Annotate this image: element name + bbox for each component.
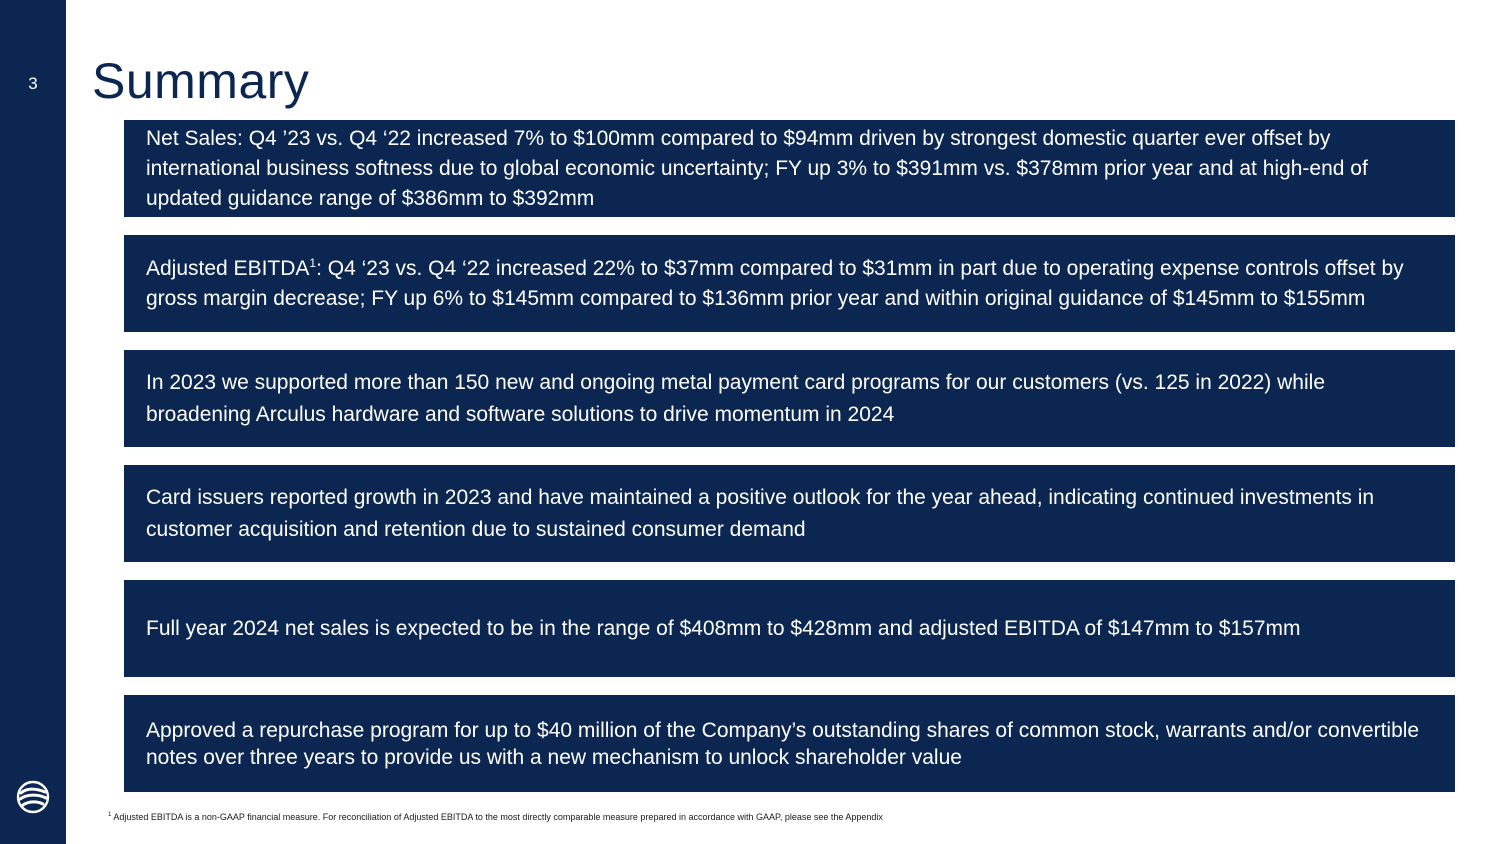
footnote-marker: 1 (108, 812, 112, 818)
footnote-marker: 1 (309, 255, 317, 270)
summary-text (146, 254, 1429, 314)
summary-text: Approved a repurchase program for up to $40 million of the Company’s outstanding shares of common stock, warrants and/or convertible notes over three years to provide us with a new mechanism to unlock shareholder value (146, 718, 1420, 769)
summary-box-adjusted-ebitda (124, 235, 1455, 332)
company-logo-icon (16, 780, 50, 814)
summary-box-card-programs (124, 350, 1455, 447)
footnote-text: Adjusted EBITDA is a non-GAAP financial measure. For reconciliation of Adjusted EBITDA to the most directly comparable measure prepared in accordance with GAAP, please see the Appendix (111, 812, 883, 822)
footnote (108, 812, 883, 822)
sidebar (0, 0, 66, 844)
summary-text: Net Sales: Q4 ’23 vs. Q4 ‘22 increased 7% to $100mm compared to $94mm driven by strongest domestic quarter ever offset by international business softness due to global economic uncertainty; FY up 3% to $391mm vs. $378mm prior year and at high-end of updated guidance range of $386mm to $392mm (146, 126, 1368, 210)
summary-text: Full year 2024 net sales is expected to be in the range of $408mm to $428mm and adjusted EBITDA of $147mm to $157mm (146, 617, 1301, 640)
page-number: 3 (28, 74, 38, 93)
summary-text: In 2023 we supported more than 150 new and ongoing metal payment card programs for our customers (vs. 125 in 2022) while broadening Arculus hardware and software solutions to drive momentum in 2024 (146, 370, 1325, 426)
page-title: Summary (92, 53, 310, 109)
summary-box-guidance-2024 (124, 580, 1455, 677)
summary-text: Card issuers reported growth in 2023 and have maintained a positive outlook for the year ahead, indicating continued investments in customer acquisition and retention due to sustained consumer demand (146, 485, 1375, 541)
summary-text-body: : Q4 ‘23 vs. Q4 ‘22 increased 22% to $37mm compared to $31mm in part due to operating expense controls offset by gross margin decrease; FY up 6% to $145mm compared to $136mm prior year and within original guidance of $145mm to $155mm (146, 256, 1404, 310)
summary-box-net-sales (124, 120, 1455, 217)
summary-box-card-issuers (124, 465, 1455, 562)
summary-lead: Adjusted EBITDA (146, 256, 310, 280)
summary-box-repurchase-program (124, 695, 1455, 792)
